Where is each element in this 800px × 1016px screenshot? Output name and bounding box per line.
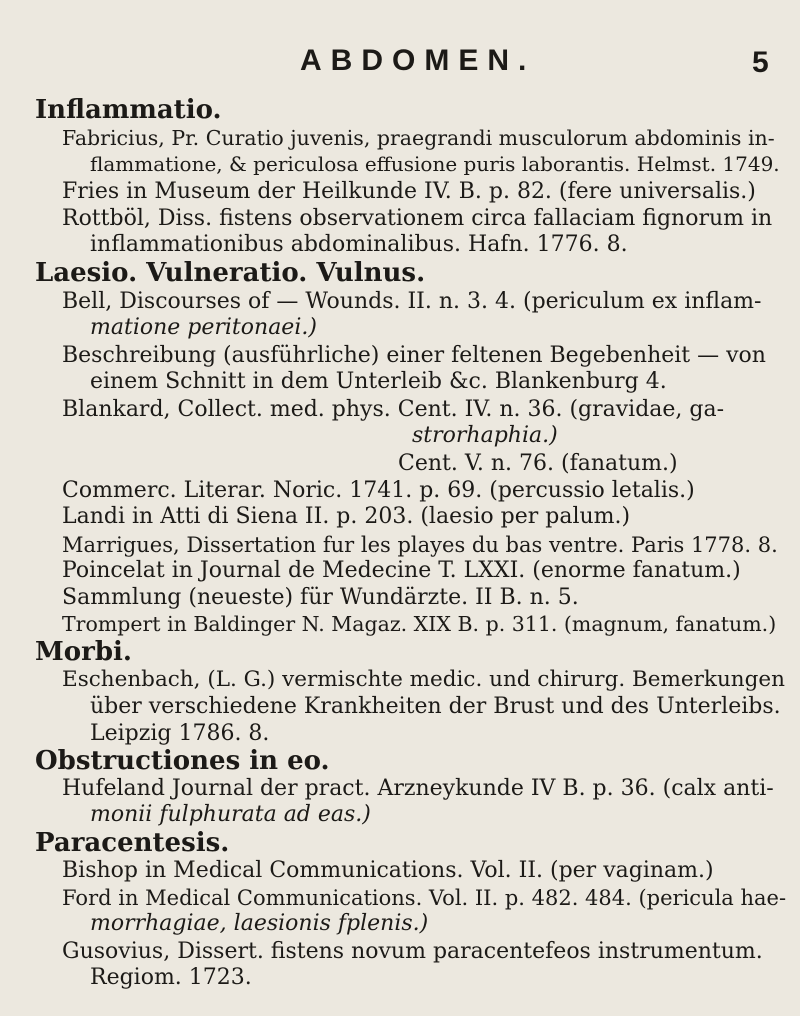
bibliography-line: Hufeland Journal der pract. Arzneykunde IV B. p. 36. (calx anti- [62,776,774,801]
section-heading: Laesio. Vulneratio. Vulnus. [35,258,426,288]
bibliography-line: Regiom. 1723. [90,965,252,990]
page-header [0,44,800,84]
bibliography-line: Poincelat in Journal de Medecine T. LXXI. (enorme fanatum.) [62,558,741,583]
bibliography-line: strorhaphia.) [412,423,558,448]
bibliography-line: Blankard, Collect. med. phys. Cent. IV. n. 36. (gravidae, ga- [62,397,725,422]
bibliography-line: einem Schnitt in dem Unterleib &c. Blankenburg 4. [90,369,667,394]
bibliography-line: morrhagiae, laesionis fplenis.) [90,911,429,936]
bibliography-line: Bishop in Medical Communications. Vol. II. (per vaginam.) [62,858,714,883]
section-heading: Morbi. [35,637,132,667]
bibliography-line: Rottböl, Diss. fistens observationem circa fallaciam fignorum in [62,206,773,231]
bibliography-line: Gusovius, Dissert. fistens novum paracentefeos instrumentum. [62,939,763,964]
bibliography-line: Leipzig 1786. 8. [90,721,270,746]
bibliography-line: Sammlung (neueste) für Wundärzte. II B. n. 5. [62,585,579,610]
bibliography-line: inflammationibus abdominalibus. Hafn. 1776. 8. [90,232,628,257]
bibliography-line: Cent. V. n. 76. (fanatum.) [398,451,678,476]
bibliography-line: Fries in Museum der Heilkunde IV. B. p. 82. (fere universalis.) [62,179,756,204]
bibliography-line: Beschreibung (ausführliche) einer feltenen Begebenheit — von [62,343,766,368]
bibliography-line: Marrigues, Dissertation fur les playes du bas ventre. Paris 1778. 8. [62,533,778,557]
bibliography-line: über verschiedene Krankheiten der Brust und des Unterleibs. [90,694,781,719]
running-title: ABDOMEN. [300,44,536,77]
bibliography-line: matione peritonaei.) [90,315,317,340]
bibliography-line: flammatione, & periculosa effusione puris laborantis. Helmst. 1749. [90,152,780,176]
bibliography-line: Commerc. Literar. Noric. 1741. p. 69. (percussio letalis.) [62,478,695,503]
bibliography-line: monii fulphurata ad eas.) [90,802,371,827]
bibliography-line: Fabricius, Pr. Curatio juvenis, praegrandi musculorum abdominis in- [62,126,775,150]
bibliography-line: Eschenbach, (L. G.) vermischte medic. und chirurg. Bemerkungen [62,667,785,692]
bibliography-line: Bell, Discourses of — Wounds. II. n. 3. 4. (periculum ex inflam- [62,289,762,314]
section-heading: Paracentesis. [35,828,230,858]
section-heading: Obstructiones in eo. [35,746,330,776]
bibliography-line: Ford in Medical Communications. Vol. II. p. 482. 484. (pericula hae- [62,886,787,910]
page-number: 5 [752,46,769,79]
bibliography-line: Trompert in Baldinger N. Magaz. XIX B. p. 311. (magnum, fanatum.) [62,612,777,636]
bibliography-line: Landi in Atti di Siena II. p. 203. (laesio per palum.) [62,504,631,529]
section-heading: Inflammatio. [35,95,222,125]
